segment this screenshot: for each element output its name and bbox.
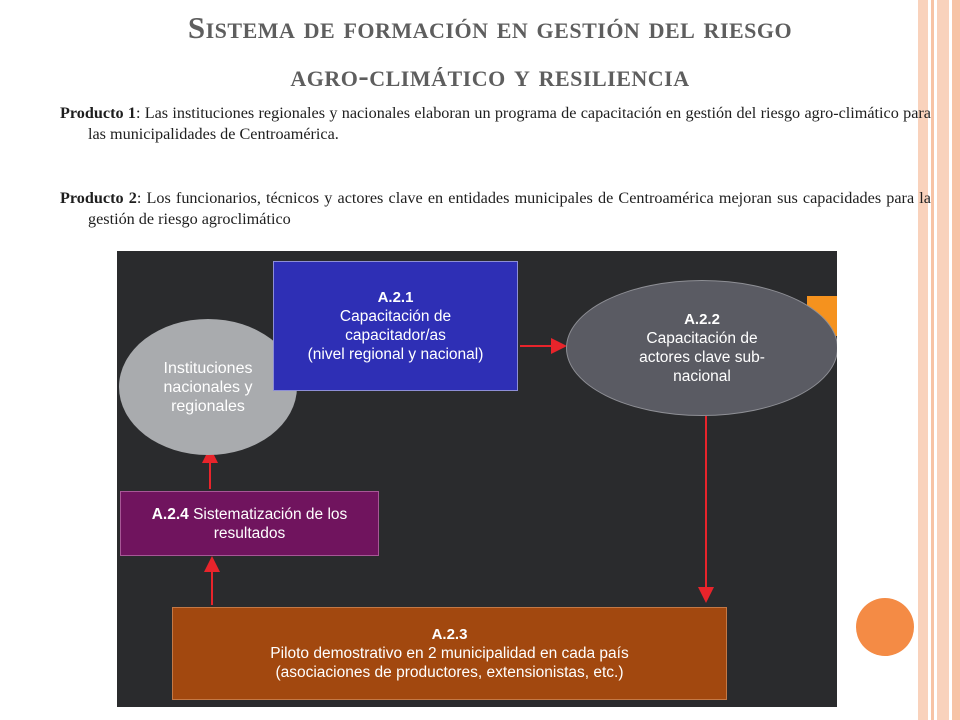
node-a22-line3: nacional [673, 368, 731, 385]
node-instituciones [119, 319, 297, 455]
node-a22-line2: actores clave sub- [639, 349, 765, 366]
product-2-text: : Los funcionarios, técnicos y actores clave en entidades municipales de Centroamérica mejoran sus capacidades para la gestión de riesgo agroclimático [88, 189, 931, 228]
node-a22 [566, 280, 837, 416]
node-instituciones-text: Instituciones nacionales y regionales [163, 359, 253, 415]
node-a22-label: A.2.2 [684, 311, 720, 328]
node-a24-line1-wrap [152, 505, 348, 524]
product-2 [60, 188, 931, 230]
node-a23-label: A.2.3 [431, 626, 468, 643]
slide-title-line2: agro-climático y resiliencia [290, 58, 690, 93]
node-a24-line1: Sistematización de los [188, 505, 348, 523]
product-2-label: Producto 2 [60, 189, 137, 207]
node-a24-line2: resultados [213, 524, 286, 542]
node-a22-line1: Capacitación de [646, 330, 758, 347]
node-a21-label: A.2.1 [377, 289, 414, 306]
node-a21 [273, 261, 518, 391]
side-stripe-4 [952, 0, 960, 720]
process-diagram [117, 251, 837, 707]
node-a23-line1: Piloto demostrativo en 2 municipalidad en cada país [270, 645, 629, 662]
product-1-label: Producto 1 [60, 104, 136, 122]
slide-title [40, 4, 940, 100]
node-a24 [120, 491, 379, 556]
node-a23 [172, 607, 727, 700]
slide-title-line1: Sistema de formación en gestión del riesgo [187, 10, 793, 45]
side-stripe-2 [931, 0, 934, 720]
node-a23-line2: (asociaciones de productores, extensionistas, etc.) [275, 664, 624, 681]
node-a21-line2: capacitador/as [345, 327, 446, 344]
node-a21-line3: (nivel regional y nacional) [307, 346, 484, 363]
product-1-text: : Las instituciones regionales y nacionales elaboran un programa de capacitación en gestión del riesgo agro-climático para las municipalidades de Centroamérica. [88, 104, 931, 143]
node-a24-label: A.2.4 [151, 505, 189, 523]
side-stripe-3 [937, 0, 949, 720]
product-1 [60, 103, 931, 145]
node-a21-line1: Capacitación de [339, 308, 452, 325]
decorative-orange-circle [856, 598, 914, 656]
